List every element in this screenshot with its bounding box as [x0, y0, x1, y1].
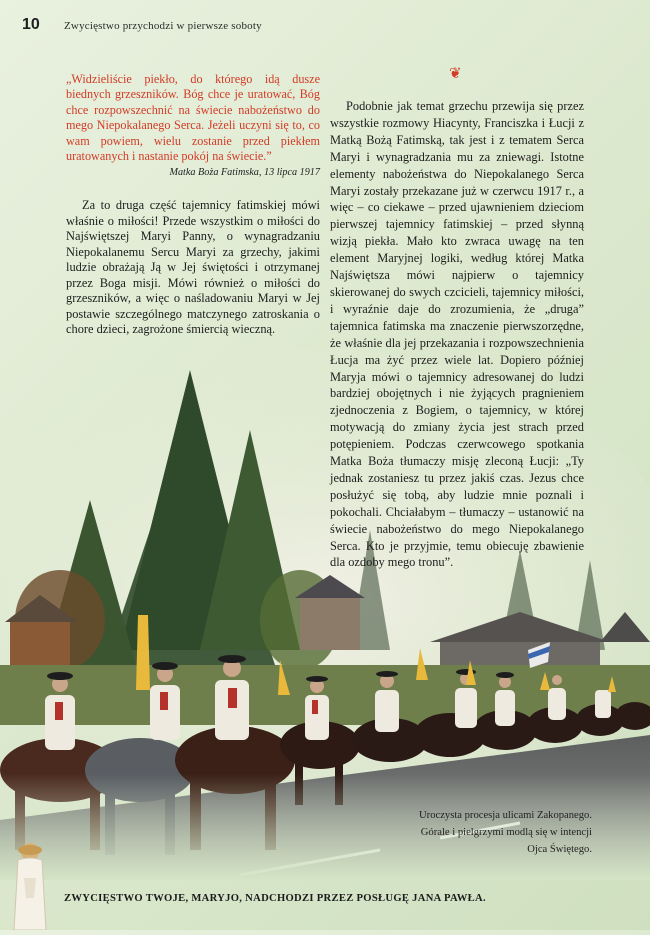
running-title: Zwycięstwo przychodzi w pierwsze soboty [64, 20, 262, 32]
left-column-text: Za to druga część tajemnicy fatimskiej mówi właśnie o miłości! Przede wszystkim o miłości do Najświętszej Maryi Panny, o wynagradzaniu Niepokalanemu Sercu Maryi za grzechy, jakimi ludzie obrażają Ją w Jej świętości i otrzymanej przez Boga misji. Mówi również o miłości do grzeszników, a więc o naśladowaniu Maryi w Jej postawie szczególnego matczynego zatroskania o chore dzieci, zagrożone śmiercią wieczną. [66, 198, 320, 336]
photo-caption: Uroczysta procesja ulicami Zakopanego. Górale i pielgrzymi modlą się w intencji Ojca Świętego. [419, 810, 592, 855]
right-column-text: Podobnie jak temat grzechu przewija się przez wszystkie rozmowy Hiacynty, Franciszka i Łucji z Matką Bożą Fatimską, tak jest i z tematem Serca Maryi i wynagradzania mu za zniewagi. Istotne elementy nabożeństwa do Niepokalanego Serca Maryi zostały przekazane już w czerwcu 1917 r., a więc – co ciekawe – przed ujawnieniem dzieciom pierwszej tajemnicy fatimskiej – przed słynną wizją piekła. Mało kto zwraca uwagę na ten element Maryjnej logiki, według której Matka Najświętsza mówi najpierw o tajemnicy skierowanej do swych czcicieli, tajemnicy miłości, i wyraźnie daje do zrozumienia, że „druga” tajemnica fatimska ma znaczenie pierwszorzędne, że właśnie dla jej przekazania i rozpowszechnienia Łucja ma żyć przez wiele lat. Dopiero później Maryja mówi o tajemnicy adresowanej do ludzi bardziej obojętnych i nie żyjących pragnieniem zjednoczenia z Bogiem, o tajemnicy, w której motywacją do zmiany życia jest strach przed potępieniem. Podczas czerwcowego spotkania Matka Boża tłumaczy misję zleconą Łucji: „Ty jednak zostaniesz tu przez jakiś czas. Jezus chce posłużyć się tobą, aby ludzie mnie poznali i pokochali. Chciałabym – tłumaczy – ustanowić na świecie nabożeństwo do mego Niepokalanego Serca. Kto je przyjmie, temu obiecuję zbawienie dla ozdoby mego tronu”. [330, 99, 584, 570]
heart-ornament-icon: ❦ [449, 66, 462, 82]
quote-attribution: Matka Boża Fatimska, 13 lipca 1917 [169, 167, 320, 178]
madonna-figurine-icon [0, 838, 60, 930]
page-number: 10 [22, 16, 40, 33]
pull-quote: „Widzieliście piekło, do którego idą dusze biednych grzeszników. Bóg chce je uratować, Bóg chce rozpowszechnić na świecie nabożeństwo do mego Niepokalanego Serca. Jeżeli uczyni się to, co wam powiem, wielu zostanie przed piekłem uratowanych i nastanie pokój na świecie.” [66, 72, 320, 164]
footer-banner: ZWYCIĘSTWO TWOJE, MARYJO, NADCHODZI PRZEZ POSŁUGĘ JANA PAWŁA. [64, 893, 486, 904]
